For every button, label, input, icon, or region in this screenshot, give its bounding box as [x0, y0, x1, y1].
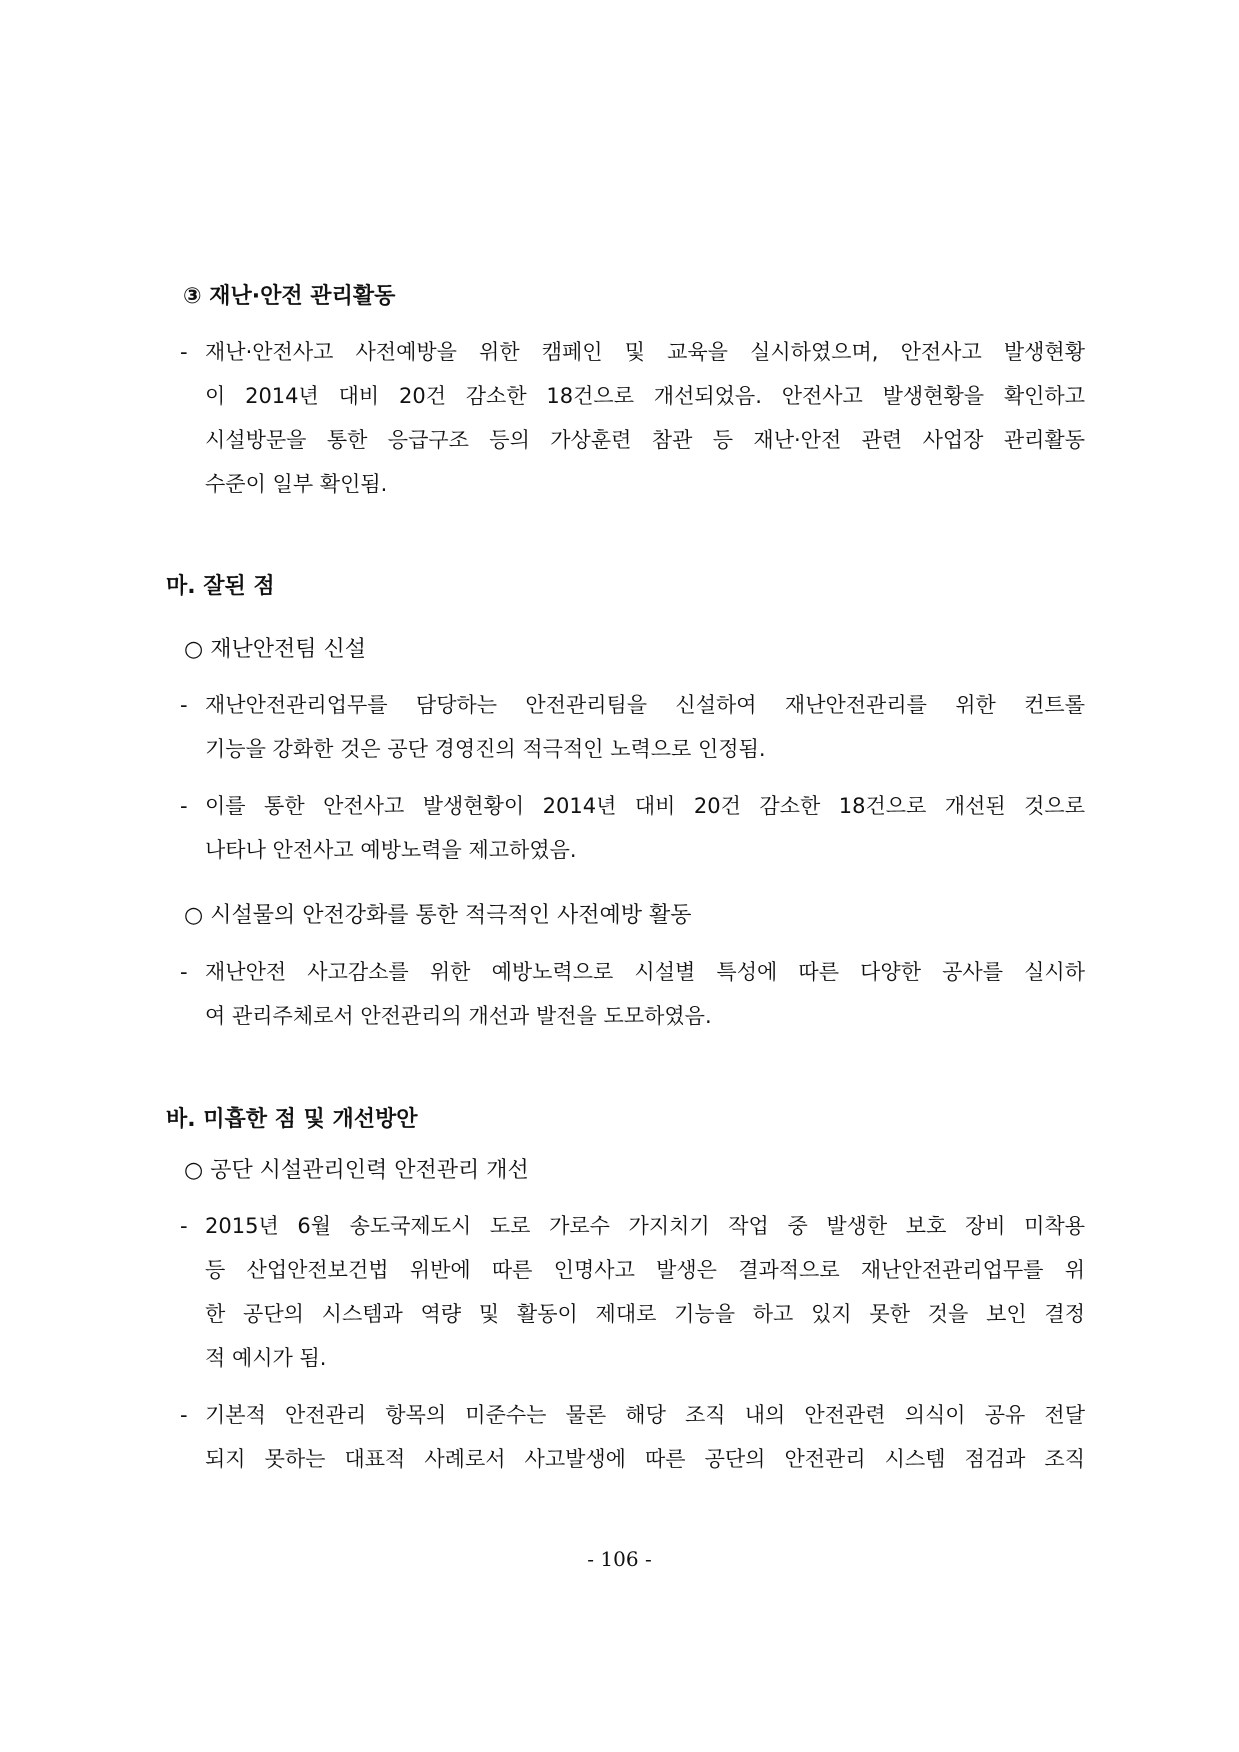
list-item — [180, 683, 1085, 771]
list-item — [180, 1393, 1085, 1481]
text-line: 적 예시가 됨. — [205, 1346, 327, 1370]
bullet-heading-disaster-team: ○ 재난안전팀 신설 — [184, 637, 366, 662]
dash-marker: - — [180, 693, 188, 717]
page-number: - 106 - — [587, 1547, 652, 1571]
list-item — [180, 1204, 1085, 1380]
bullet-heading-facility-safety: ○ 시설물의 안전강화를 통한 적극적인 사전예방 활동 — [184, 903, 692, 928]
text-line: 되지 못하는 대표적 사례로서 사고발생에 따른 공단의 안전관리 시스템 점검과 조직 — [205, 1447, 1085, 1471]
dash-marker: - — [180, 794, 188, 818]
list-item — [180, 784, 1085, 872]
text-line: 재난·안전사고 사전예방을 위한 캠페인 및 교육을 실시하였으며, 안전사고 발생현황 — [205, 340, 1085, 364]
subsection-title-disaster-safety-activities: ③ 재난·안전 관리활동 — [183, 284, 396, 309]
dash-marker: - — [180, 1403, 188, 1427]
text-line: 이 2014년 대비 20건 감소한 18건으로 개선되었음. 안전사고 발생현황을 확인하고 — [205, 384, 1085, 408]
text-line: 여 관리주체로서 안전관리의 개선과 발전을 도모하였음. — [205, 1004, 712, 1028]
text-line: 재난안전관리업무를 담당하는 안전관리팀을 신설하여 재난안전관리를 위한 컨트롤 — [205, 693, 1085, 717]
text-line: 등 산업안전보건법 위반에 따른 인명사고 발생은 결과적으로 재난안전관리업무를 위 — [205, 1258, 1085, 1282]
bullet-heading-personnel-safety: ○ 공단 시설관리인력 안전관리 개선 — [184, 1158, 529, 1183]
list-item — [180, 950, 1085, 1038]
list-item — [180, 330, 1085, 506]
text-line: 시설방문을 통한 응급구조 등의 가상훈련 참관 등 재난·안전 관련 사업장 관리활동 — [205, 428, 1085, 452]
text-line: 나타나 안전사고 예방노력을 제고하였음. — [205, 838, 577, 862]
text-line: 2015년 6월 송도국제도시 도로 가로수 가지치기 작업 중 발생한 보호 장비 미착용 — [205, 1214, 1085, 1238]
section-title-weaknesses: 바. 미흡한 점 및 개선방안 — [166, 1107, 418, 1132]
dash-marker: - — [180, 960, 188, 984]
text-line: 수준이 일부 확인됨. — [205, 472, 388, 496]
text-line: 기능을 강화한 것은 공단 경영진의 적극적인 노력으로 인정됨. — [205, 737, 766, 761]
text-line: 한 공단의 시스템과 역량 및 활동이 제대로 기능을 하고 있지 못한 것을 보인 결정 — [205, 1302, 1085, 1326]
text-line: 재난안전 사고감소를 위한 예방노력으로 시설별 특성에 따른 다양한 공사를 실시하 — [205, 960, 1085, 984]
text-line: 기본적 안전관리 항목의 미준수는 물론 해당 조직 내의 안전관련 의식이 공유 전달 — [205, 1403, 1085, 1427]
section-title-strengths: 마. 잘된 점 — [166, 574, 275, 599]
text-line: 이를 통한 안전사고 발생현황이 2014년 대비 20건 감소한 18건으로 개선된 것으로 — [205, 794, 1085, 818]
dash-marker: - — [180, 340, 188, 364]
dash-marker: - — [180, 1214, 188, 1238]
